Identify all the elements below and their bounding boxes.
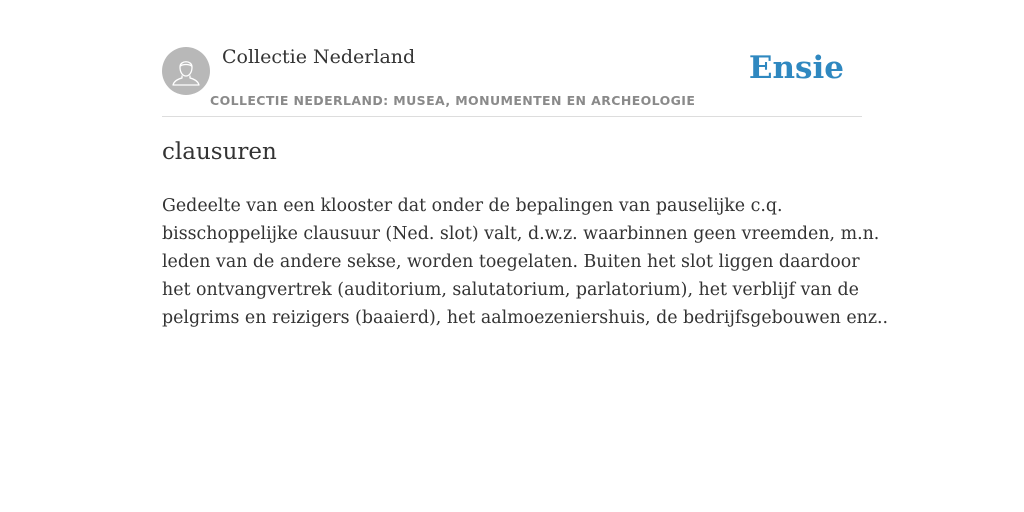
user-silhouette-icon xyxy=(162,47,210,95)
definition-line: pelgrims en reizigers (baaierd), het aalmoezeniershuis, de bedrijfsgebouwen enz.. xyxy=(162,308,889,328)
entry-definition xyxy=(162,192,889,332)
definition-line: leden van de andere sekse, worden toegelaten. Buiten het slot liggen daardoor xyxy=(162,252,860,272)
brand-logo[interactable]: Ensie xyxy=(748,50,844,86)
author-name[interactable]: Collectie Nederland xyxy=(222,46,416,68)
avatar[interactable] xyxy=(162,47,210,95)
source-name[interactable]: COLLECTIE NEDERLAND: MUSEA, MONUMENTEN EN ARCHEOLOGIE xyxy=(210,93,696,108)
definition-line: Gedeelte van een klooster dat onder de bepalingen van pauselijke c.q. xyxy=(162,196,783,216)
entry-term: clausuren xyxy=(162,139,277,165)
definition-line: het ontvangvertrek (auditorium, salutatorium, parlatorium), het verblijf van de xyxy=(162,280,859,300)
entry-header xyxy=(162,40,862,117)
definition-line: bisschoppelijke clausuur (Ned. slot) valt, d.w.z. waarbinnen geen vreemden, m.n. xyxy=(162,224,880,244)
